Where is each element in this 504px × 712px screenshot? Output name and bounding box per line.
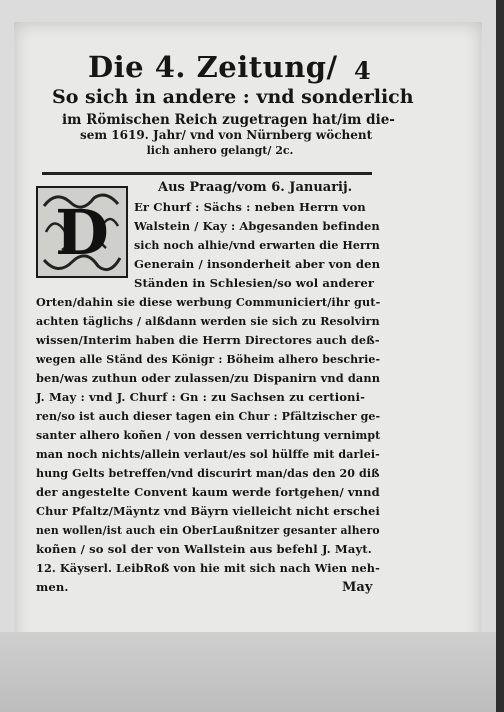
header-divider: [42, 172, 372, 175]
subtitle-line-3: sem 1619. Jahr/ vnd von Nürnberg wöchent: [80, 128, 373, 142]
body-line: wegen alle Ständ des Königr : Böheim alhero beschrie-: [36, 352, 381, 366]
body-line: man noch nichts/allein verlaut/es sol hülffe mit darlei-: [36, 447, 380, 461]
body-line: ben/was zuthun oder zulassen/zu Dispanirn vnd dann: [36, 371, 381, 385]
body-line: Ständen in Schlesien/so wol anderer: [134, 276, 375, 290]
scan-edge: [496, 0, 504, 712]
body-line: Chur Pfaltz/Mäyntz vnd Bäyrn vielleicht nicht erschei: [36, 504, 380, 518]
decorated-initial: [36, 186, 128, 278]
page-bottom-shadow: [0, 632, 504, 712]
body-line: der angestelte Convent kaum werde fortgehen/ vnnd: [36, 485, 380, 499]
catchword: May: [342, 580, 373, 595]
subtitle: So sich in andere : vnd sonderlich: [52, 86, 414, 108]
body-line: nen wollen/ist auch ein OberLaußnitzer gesanter alhero: [36, 523, 380, 537]
subtitle-line-2: im Römischen Reich zugetragen hat/im die-: [62, 112, 395, 128]
body-line: Er Churf : Sächs : neben Herrn von: [134, 200, 366, 214]
body-line: ren/so ist auch dieser tagen ein Chur : Pfältzischer ge-: [36, 409, 381, 423]
body-line: Orten/dahin sie diese werbung Communiciert/ihr gut-: [36, 295, 381, 309]
ornament-initial-icon: [36, 186, 128, 278]
dateline: Aus Praag/vom 6. Januarij.: [158, 180, 353, 195]
body-line: sich noch alhie/vnd erwarten die Herrn: [134, 238, 380, 252]
subtitle-line-4: lich anhero gelangt/ 2c.: [146, 144, 294, 157]
body-line: santer alhero koñen / von dessen verrichtung vernimpt: [36, 428, 381, 442]
body-line: Generain / insonderheit aber von den: [134, 257, 381, 271]
body-line: wissen/Interim haben die Herrn Directores auch deß-: [36, 333, 380, 347]
body-line: hung Gelts betreffen/vnd discurirt man/das den 20 diß: [36, 466, 380, 480]
body-line: 12. Käyserl. LeibRoß von hie mit sich nach Wien neh-: [36, 561, 380, 575]
page-title: Die 4. Zeitung/: [88, 50, 338, 84]
initial-letter: D: [55, 196, 109, 269]
page-number: 4: [354, 56, 371, 85]
body-line: Walstein / Kay : Abgesanden befinden: [134, 219, 380, 233]
body-line: koñen / so sol der von Wallstein aus befehl J. Mayt.: [36, 542, 372, 556]
body-line: men.: [36, 580, 69, 594]
body-line: J. May : vnd J. Churf : Gn : zu Sachsen zu certioni-: [36, 390, 365, 404]
body-line: achten täglichs / alßdann werden sie sich zu Resolvirn: [36, 314, 380, 328]
